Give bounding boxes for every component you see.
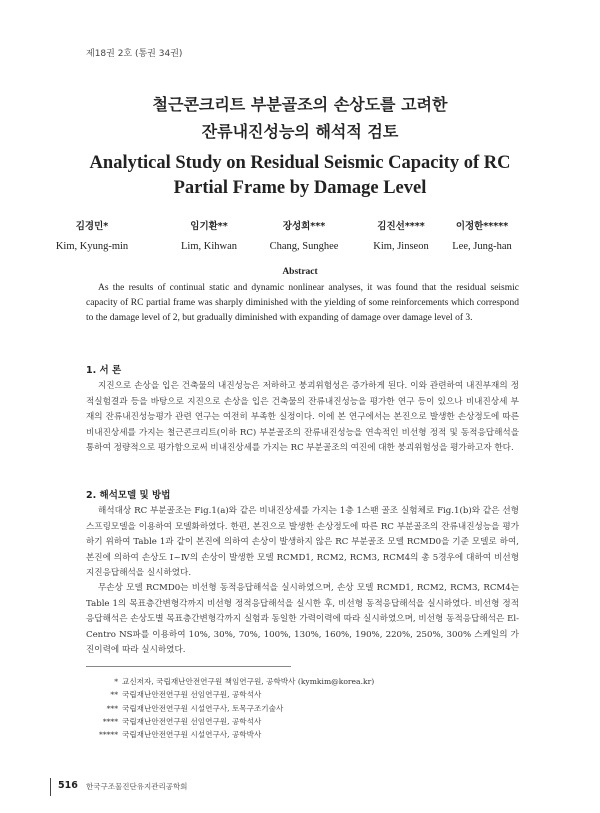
author [427,217,537,257]
author-name-en: Lim, Kihwan [181,241,237,252]
page-number: 516 [58,780,78,791]
abstract-text: As the results of continual static and dynamic nonlinear analyses, it was found that the residual seismic capacity of RC partial frame was sharply diminished with the yielding of some reinforcements which correspond to the damage level of 2, but gradually diminished with expanding of damage over damage level of 3. [86,283,519,323]
footnote-text: 국립재난안전연구원 시설연구사, 토목구조기술사 [122,703,284,713]
author-name-ko: 장성희*** [282,221,326,232]
issue-header: 제18권 2호 (통권 34권) [86,49,183,59]
english-title-line-1: Analytical Study on Residual Seismic Capacity of RC [89,153,511,173]
footer-divider [50,778,51,796]
footnote [86,702,519,715]
footnote [86,715,519,728]
footnotes [86,675,519,741]
author-name-en: Kim, Kyung-min [55,241,129,252]
author-name-ko: 이정한***** [455,221,509,232]
author-name-ko: 김진선**** [377,221,425,232]
body-paragraph: 무손상 모델 RCMD0는 비선형 동적응답해석을 실시하였으며, 손상 모델 RCMD1, RCM2, RCM3, RCM4는 Table 1의 목표층간변형각까지 비선형 정적응답해석을 실시한 후, 비선형 동적응답해석을 실시하였다. 비선형 정적응답해석은 손상도별 목표층간변형각까지 실험과 동일한 가력이력에 따라 실시하였으며, 비선형 동적응답해석은 El-Centro NS파를 이용하여 10%, 30%, 70%, 100%, 130%, 160%, 190%, 220%, 250%, 300% 스케일의 가진이력에 따라 실시하였다. [86,583,519,655]
korean-title-line-2: 잔류내진성능의 해석적 검토 [201,122,399,141]
footnote-mark: ** [110,690,118,700]
author-name-en: Chang, Sunghee [269,241,339,252]
body-paragraph: 해석대상 RC 부분골조는 Fig.1(a)와 같은 비내진상세를 가지는 1층 1스팬 골조 실험체로 Fig.1(b)와 같은 선형스프링모델을 이용하여 모델화하였다. 한편, 본진으로 발생한 손상정도에 따른 RC 부분골조의 잔류내진성능을 평가하기 위하여 Table 1과 같이 본진에 의하여 손상이 발생하지 않은 RC 부분골조 모델 RCMD0을 기준 모델로 하여, 본진에 의하여 손상도 Ⅰ~Ⅳ의 손상이 발생한 모델 RCMD1, RCM2, RCM3, RCM4의 총 5경우에 대하여 비선형 지진응답해석을 실시하였다. [86,506,519,578]
footnote [86,675,519,688]
footnote [86,688,519,701]
english-title-line-2: Partial Frame by Damage Level [173,178,427,198]
body-paragraph: 지진으로 손상을 입은 건축물의 내진성능은 저하하고 붕괴위험성은 증가하게 된다. 이와 관련하여 내진부재의 정적실험결과 등을 바탕으로 지진으로 손상을 입은 건축물의 잔류내진성능을 평가한 연구 등이 있으나 비내진상세 부재의 잔류내진성능평가 관련 연구는 여전히 부족한 실정이다. 이에 본 연구에서는 본진으로 발생한 손상정도에 따른 비내진상세를 가지는 철근콘크리트(이하 RC) 부분골조의 잔류내진성능을 연속적인 비선형 정적 및 동적응답해석을 통하여 정량적으로 평가함으로써 비내진상세를 가지는 RC 부분골조의 여진에 대한 붕괴위험성을 평가하고자 한다. [86,381,519,453]
footnote-text: 국립재난안전연구원 선임연구원, 공학석사 [122,716,262,726]
section-heading-introduction: 1. 서 론 [86,365,122,376]
footnote-text: 국립재난안전연구원 선임연구원, 공학석사 [122,690,262,700]
author-name-ko: 김경민* [75,221,109,232]
author [249,217,359,257]
author-name-en: Lee, Jung-han [452,241,512,252]
abstract-heading: Abstract [282,267,318,277]
author [37,217,147,257]
footnote [86,728,519,741]
author-name-en: Kim, Jinseon [373,241,429,252]
author [154,217,264,257]
section-heading-model-method: 2. 해석모델 및 방법 [86,490,171,501]
footnote-mark: *** [106,703,118,713]
footnote-text: 교신저자, 국립재난안전연구원 책임연구원, 공학박사 (kymkim@korea.kr) [122,677,375,686]
footnote-mark: * [114,677,118,686]
footnote-mark: **** [102,716,118,726]
journal-name: 한국구조물진단유지관리공학회 [86,782,188,791]
author-list [55,217,530,257]
korean-title-line-1: 철근콘크리트 부분골조의 손상도를 고려한 [152,95,448,114]
author-name-ko: 임기환** [190,221,228,232]
footnote-divider [86,666,291,667]
footnote-text: 국립재난안전연구원 시설연구사, 공학박사 [122,730,262,740]
footnote-mark: ***** [99,730,118,740]
